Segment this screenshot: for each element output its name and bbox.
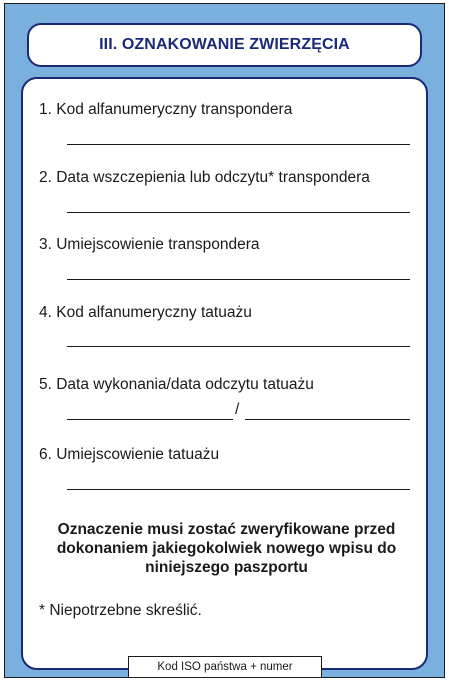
item-2-fill-line[interactable] (67, 212, 410, 213)
item-5-date-right-line[interactable] (245, 419, 410, 420)
item-3-label: 3. Umiejscowienie transpondera (39, 236, 260, 253)
item-2-label: 2. Data wszczepienia lub odczytu* transpondera (39, 169, 370, 186)
notice-line-3: niniejszego paszportu (145, 559, 308, 576)
verification-notice (33, 520, 420, 577)
section-title-box (27, 23, 422, 67)
form-content-box (21, 77, 428, 670)
notice-line-1: Oznaczenie musi zostać zweryfikowane przed (57, 521, 396, 538)
item-6-fill-line[interactable] (67, 489, 410, 490)
item-5-date-left-line[interactable] (67, 419, 233, 420)
notice-line-2: dokonaniem jakiegokolwiek nowego wpisu do (56, 540, 397, 557)
iso-code-box (128, 656, 322, 678)
iso-code-label: Kod ISO państwa + numer (157, 661, 293, 673)
footnote: * Niepotrzebne skreślić. (39, 602, 202, 619)
item-1-label: 1. Kod alfanumeryczny transpondera (39, 101, 293, 118)
page-frame (4, 3, 445, 678)
item-4-label: 4. Kod alfanumeryczny tatuażu (39, 304, 252, 321)
section-title: III. OZNAKOWANIE ZWIERZĘCIA (99, 36, 350, 53)
item-5-label: 5. Data wykonania/data odczytu tatuażu (39, 376, 314, 393)
item-4-fill-line[interactable] (67, 346, 410, 347)
item-1-fill-line[interactable] (67, 144, 410, 145)
item-3-fill-line[interactable] (67, 279, 410, 280)
item-5-date-separator: / (235, 401, 240, 418)
item-6-label: 6. Umiejscowienie tatuażu (39, 446, 220, 463)
